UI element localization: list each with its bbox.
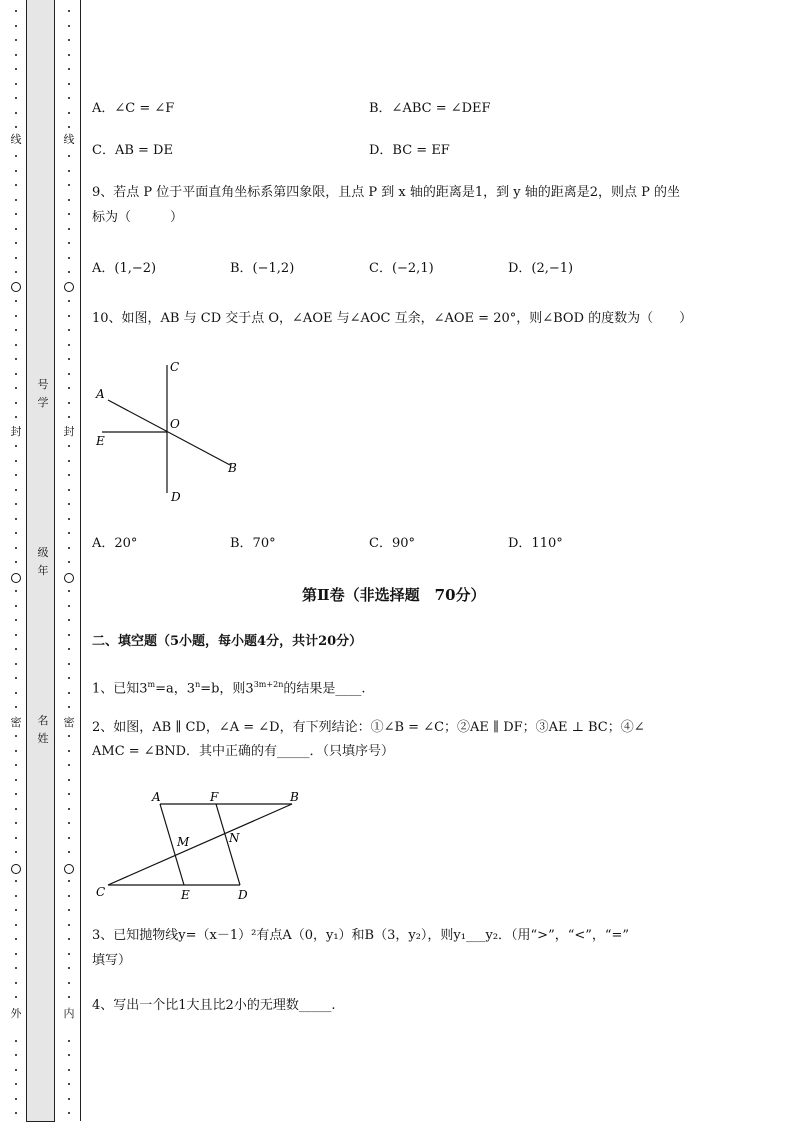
margin-dot <box>15 474 17 476</box>
margin-dot <box>15 242 17 244</box>
margin-dot <box>68 1083 70 1085</box>
part-2-title: 第Ⅱ卷（非选择题 70分） <box>302 586 486 604</box>
left-secret-label: 密 <box>10 716 22 729</box>
margin-dot <box>68 300 70 302</box>
margin-dot <box>15 663 17 665</box>
option-d: D．(2,−1) <box>508 261 574 276</box>
margin-dot <box>15 213 17 215</box>
margin-dot <box>15 735 17 737</box>
option-d: D．110° <box>508 536 563 551</box>
margin-dot <box>15 300 17 302</box>
student-number-label: 号 学 <box>37 378 49 409</box>
option-c: C．AB = DE <box>92 143 173 158</box>
margin-dot <box>68 271 70 273</box>
margin-dot <box>15 779 17 781</box>
margin-dot <box>68 938 70 940</box>
margin-dot <box>68 924 70 926</box>
margin-dot <box>68 242 70 244</box>
margin-dot <box>68 402 70 404</box>
point-label-e: E <box>96 434 105 448</box>
margin-dot <box>68 706 70 708</box>
exponent-m: m <box>147 680 156 689</box>
name-label: 名 姓 <box>37 714 49 745</box>
margin-dot <box>15 54 17 56</box>
circle-mark <box>64 282 74 292</box>
margin-dot <box>15 996 17 998</box>
right-seal-label: 封 <box>63 425 75 438</box>
margin-dot <box>15 634 17 636</box>
margin-dot <box>15 1069 17 1071</box>
margin-dot <box>15 619 17 621</box>
margin-dot <box>68 750 70 752</box>
margin-dot <box>68 692 70 694</box>
margin-dot <box>68 851 70 853</box>
option-a: A．20° <box>92 536 138 551</box>
fill-question-4: 4、写出一个比1大且比2小的无理数_____. <box>92 998 336 1013</box>
margin-dot <box>15 199 17 201</box>
margin-dot <box>68 735 70 737</box>
margin-dot <box>15 25 17 27</box>
margin-dot <box>15 460 17 462</box>
fill-question-2: 2、如图，AB ∥ CD，∠A = ∠D，有下列结论：①∠B = ∠C；②AE ∥ DF；③AE ⊥ BC；④∠ <box>92 720 645 735</box>
segment-cb <box>108 804 292 885</box>
margin-dot <box>68 518 70 520</box>
fill-question-2-cont: AMC = ∠BND．其中正确的有_____．（只填序号） <box>92 744 395 759</box>
left-outer-label: 外 <box>10 1007 22 1020</box>
margin-dot <box>15 489 17 491</box>
margin-dot <box>68 112 70 114</box>
margin-dot <box>68 880 70 882</box>
margin-dot <box>68 199 70 201</box>
margin-dot <box>15 83 17 85</box>
margin-dot <box>68 387 70 389</box>
margin-dot <box>68 1112 70 1114</box>
fill-question-3-cont: 填写） <box>92 953 132 968</box>
margin-dot <box>68 503 70 505</box>
margin-dot <box>15 924 17 926</box>
margin-dot <box>68 257 70 259</box>
margin-dot <box>15 967 17 969</box>
point-label-a: A <box>96 387 105 401</box>
margin-dot <box>15 358 17 360</box>
point-label-n: N <box>229 831 240 845</box>
grade-label: 级 年 <box>37 546 49 577</box>
margin-dot <box>68 416 70 418</box>
option-b: B．∠ABC = ∠DEF <box>369 101 491 116</box>
margin-dot <box>68 1098 70 1100</box>
margin-dot <box>68 634 70 636</box>
margin-dot <box>68 547 70 549</box>
point-label-e: E <box>181 888 190 902</box>
option-b: B．(−1,2) <box>230 261 295 276</box>
option-b: B．70° <box>230 536 276 551</box>
margin-dot <box>15 271 17 273</box>
margin-dot <box>68 170 70 172</box>
margin-dot <box>68 329 70 331</box>
margin-dot <box>15 257 17 259</box>
point-label-c: C <box>170 360 180 374</box>
margin-dot <box>68 953 70 955</box>
point-label-d: D <box>171 490 181 504</box>
margin-dot <box>15 895 17 897</box>
margin-dot <box>68 1054 70 1056</box>
fill-1-mid2: =b，则3 <box>200 681 254 697</box>
margin-dot <box>68 184 70 186</box>
margin-dot <box>15 329 17 331</box>
option-a: A．∠C = ∠F <box>92 101 175 116</box>
circle-mark <box>11 573 21 583</box>
margin-dot <box>68 677 70 679</box>
circle-mark <box>64 573 74 583</box>
margin-dot <box>15 39 17 41</box>
margin-dot <box>15 605 17 607</box>
margin-dot <box>15 170 17 172</box>
margin-dot <box>15 1040 17 1042</box>
margin-dot <box>68 445 70 447</box>
margin-dot <box>15 938 17 940</box>
margin-dot <box>15 416 17 418</box>
circle-mark <box>11 282 21 292</box>
exponent-3m-2n: 3m+2n <box>253 680 284 689</box>
option-c: C．(−2,1) <box>369 261 434 276</box>
margin-dot <box>15 880 17 882</box>
margin-dot <box>68 648 70 650</box>
margin-dot <box>68 68 70 70</box>
margin-dot <box>68 83 70 85</box>
point-label-f: F <box>210 790 219 804</box>
margin-dot <box>68 590 70 592</box>
fill-1-mid1: =a，3 <box>155 681 196 697</box>
point-label-b: B <box>290 790 299 804</box>
margin-dot <box>68 895 70 897</box>
margin-dot <box>68 155 70 157</box>
question-stem: 9、若点 P 位于平面直角坐标系第四象限，且点 P 到 x 轴的距离是1，到 y 轴的距离是2，则点 P 的坐 <box>92 185 681 200</box>
margin-dot <box>15 344 17 346</box>
margin-dot <box>15 1098 17 1100</box>
margin-dot <box>15 68 17 70</box>
margin-dot <box>68 1069 70 1071</box>
margin-dot <box>15 982 17 984</box>
right-line-label: 线 <box>63 133 75 146</box>
point-label-c: C <box>96 885 106 899</box>
margin-dot <box>15 1083 17 1085</box>
margin-dot <box>68 344 70 346</box>
margin-dot <box>15 706 17 708</box>
margin-dot <box>15 677 17 679</box>
option-c: C．90° <box>369 536 415 551</box>
margin-dot <box>68 793 70 795</box>
margin-dot <box>15 808 17 810</box>
margin-dot <box>15 648 17 650</box>
margin-dot <box>68 228 70 230</box>
margin-dot <box>15 764 17 766</box>
margin-dot <box>68 460 70 462</box>
margin-dot <box>15 532 17 534</box>
margin-dot <box>68 967 70 969</box>
margin-dot <box>15 561 17 563</box>
margin-dot <box>15 518 17 520</box>
point-label-a: A <box>152 790 161 804</box>
section-heading: 二、填空题（5小题，每小题4分，共计20分） <box>92 634 363 649</box>
margin-dot <box>15 692 17 694</box>
margin-dot <box>15 97 17 99</box>
margin-dot <box>68 982 70 984</box>
margin-dot <box>15 1054 17 1056</box>
intersecting-lines-figure <box>92 355 252 510</box>
margin-dot <box>15 126 17 128</box>
margin-dot <box>68 39 70 41</box>
fill-question-1 <box>92 677 365 697</box>
point-label-m: M <box>177 835 190 849</box>
margin-dot <box>68 619 70 621</box>
margin-dot <box>68 764 70 766</box>
margin-dot <box>15 953 17 955</box>
margin-dot <box>15 155 17 157</box>
margin-dot <box>68 213 70 215</box>
margin-dot <box>15 750 17 752</box>
margin-dot <box>15 184 17 186</box>
parallelogram-figure <box>92 784 312 904</box>
margin-dot <box>15 503 17 505</box>
margin-dot <box>68 126 70 128</box>
margin-dot <box>68 1040 70 1042</box>
question-stem-cont: 标为（ ） <box>92 210 184 225</box>
margin-dot <box>68 909 70 911</box>
point-label-b: B <box>228 461 237 475</box>
margin-dot <box>15 837 17 839</box>
left-cut-line <box>26 0 27 1121</box>
margin-dot <box>15 373 17 375</box>
margin-dot <box>15 851 17 853</box>
circle-mark <box>64 864 74 874</box>
fill-1-suffix: 的结果是____. <box>283 681 366 697</box>
option-a: A．(1,−2) <box>92 261 157 276</box>
right-cut-line <box>80 0 81 1121</box>
margin-dot <box>15 10 17 12</box>
margin-dot <box>68 663 70 665</box>
exponent-n: n <box>195 680 201 689</box>
margin-dot <box>68 996 70 998</box>
margin-dot <box>15 909 17 911</box>
margin-dot <box>68 822 70 824</box>
margin-dot <box>15 402 17 404</box>
margin-dot <box>15 1112 17 1114</box>
margin-dot <box>68 808 70 810</box>
margin-dot <box>15 793 17 795</box>
margin-dot <box>68 837 70 839</box>
point-label-d: D <box>238 888 248 902</box>
circle-mark <box>11 864 21 874</box>
margin-dot <box>68 605 70 607</box>
margin-dot <box>15 228 17 230</box>
left-seal-label: 封 <box>10 425 22 438</box>
margin-dot <box>68 315 70 317</box>
margin-dot <box>68 358 70 360</box>
margin-dot <box>68 10 70 12</box>
left-line-label: 线 <box>10 133 22 146</box>
option-d: D．BC = EF <box>369 143 450 158</box>
point-label-o: O <box>170 417 180 431</box>
margin-dot <box>15 547 17 549</box>
margin-dot <box>68 532 70 534</box>
right-secret-label: 密 <box>63 716 75 729</box>
margin-dot <box>15 315 17 317</box>
margin-dot <box>15 387 17 389</box>
margin-dot <box>68 25 70 27</box>
margin-dot <box>68 97 70 99</box>
margin-dot <box>68 474 70 476</box>
margin-dot <box>68 489 70 491</box>
margin-dot <box>68 779 70 781</box>
margin-dot <box>68 54 70 56</box>
margin-dot <box>68 561 70 563</box>
margin-dot <box>15 445 17 447</box>
margin-dot <box>68 373 70 375</box>
fill-question-3: 3、已知抛物线y=（x－1）²有点A（0，y₁）和B（3，y₂），则y₁___y₂．（用“>”，“<”，“=” <box>92 928 630 943</box>
margin-dot <box>15 112 17 114</box>
fill-1-prefix: 1、已知3 <box>92 681 148 697</box>
right-inner-label: 内 <box>63 1007 75 1020</box>
margin-dot <box>15 822 17 824</box>
margin-dot <box>15 590 17 592</box>
question-stem: 10、如图，AB 与 CD 交于点 O，∠AOE 与∠AOC 互余，∠AOE = 20°，则∠BOD 的度数为（ ） <box>92 311 693 326</box>
